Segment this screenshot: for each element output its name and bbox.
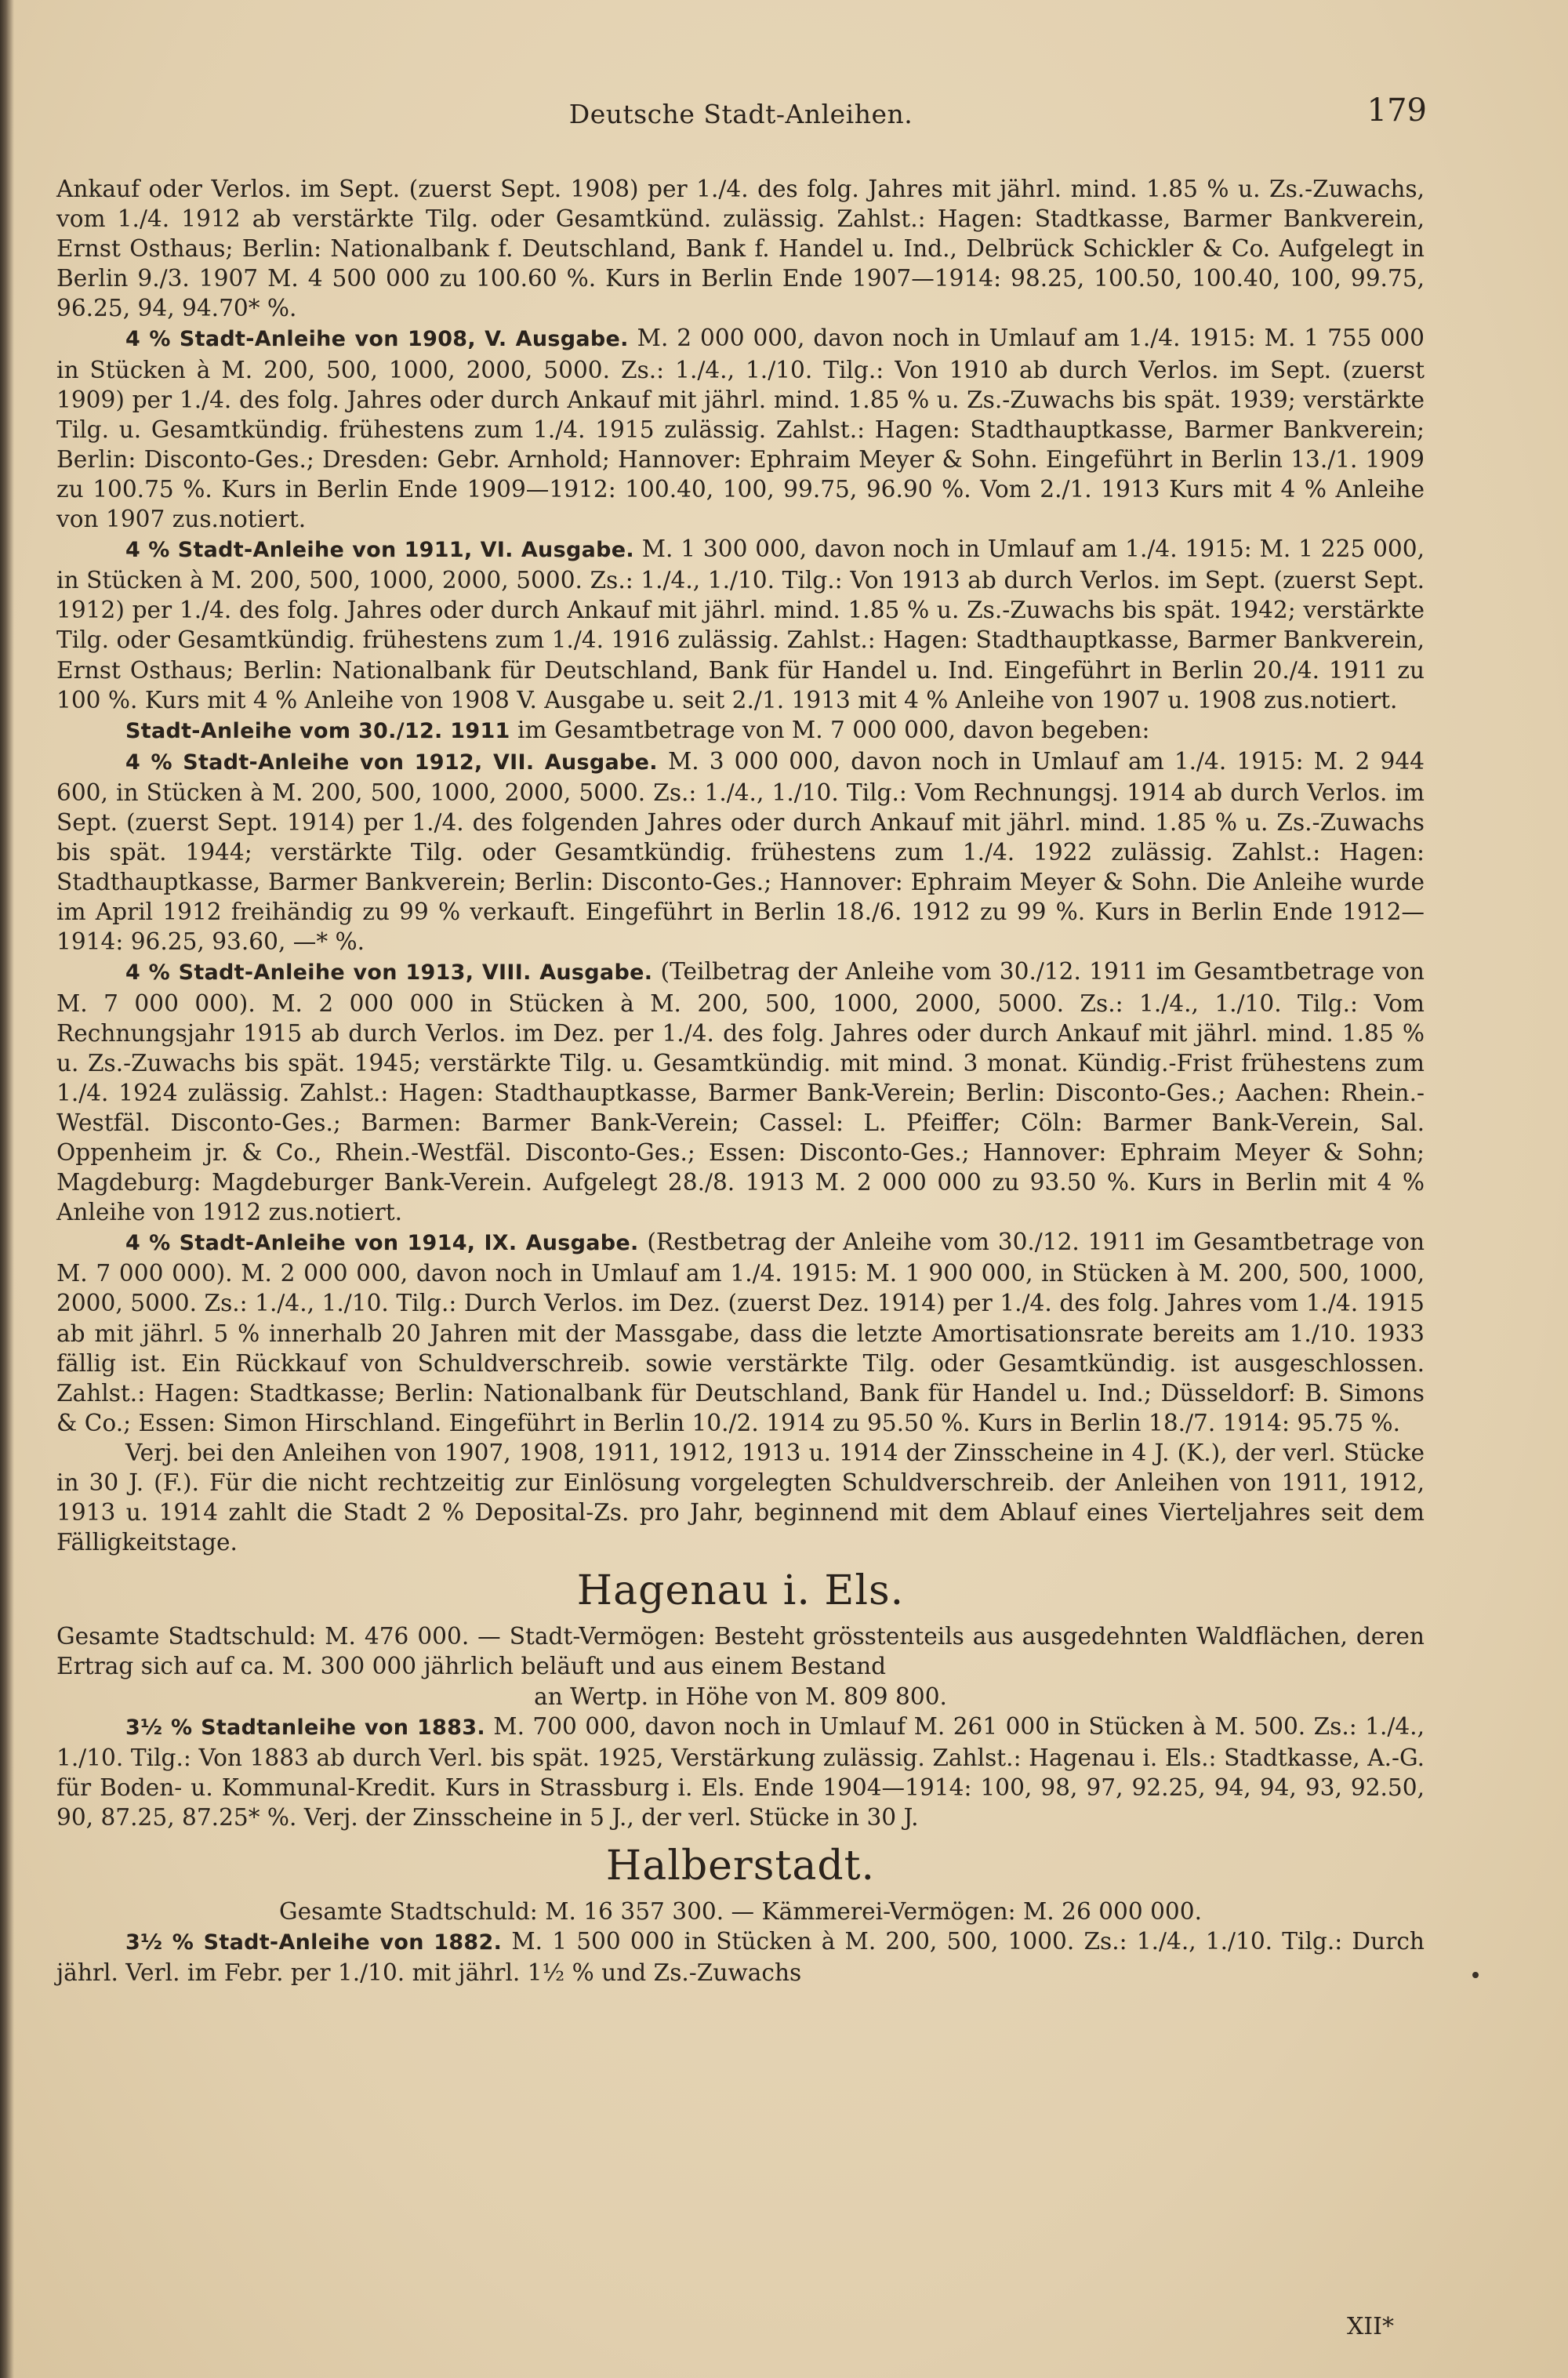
loan-entry-1912 (56, 746, 1425, 957)
ink-speck (1472, 1972, 1479, 1978)
loan-text: M. 1 300 000, davon noch in Umlauf am 1./4. 1915: M. 1 225 000, in Stücken à M. 200, 500, 1000, 2000, 5000. Zs.: 1./4., 1./10. Tilg.: Von 1913 ab durch Verlos. im Sept. (zuerst Sept. 1912) per 1./4. des folg. Jahres oder durch Ankauf mit jährl. mind. 1.85 % u. Zs.-Zuwachs bis spät. 1942; verstärkte Tilg. oder Gesamtkündig. frühestens zum 1./4. 1916 zulässig. Zahlst.: Hagen: Stadthauptkasse, Barmer Bankverein, Ernst Osthaus; Berlin: Nationalbank für Deutschland, Bank für Handel u. Ind. Eingeführt in Berlin 20./4. 1911 zu 100 %. Kurs mit 4 % Anleihe von 1908 V. Ausgabe u. seit 2./1. 1913 mit 4 % Anleihe von 1907 u. 1908 zus.notiert. (56, 536, 1425, 713)
city-heading-halberstadt: Halberstadt. (605, 1842, 876, 1890)
paragraph-text: Ankauf oder Verlos. im Sept. (zuerst Sept. 1908) per 1./4. des folg. Jahres mit jährl. mind. 1.85 % u. Zs.-Zuwachs, vom 1./4. 1912 ab verstärkte Tilg. oder Gesamtkünd. zulässig. Zahlst.: Hagen: Stadtkasse, Barmer Bankverein, Ernst Osthaus; Berlin: Nationalbank f. Deutschland, Bank f. Handel u. Ind., Delbrück Schickler & Co. Aufgelegt in Berlin 9./3. 1907 M. 4 500 000 zu 100.60 %. Kurs in Berlin Ende 1907—1914: 98.25, 100.50, 100.40, 100, 99.75, 96.25, 94, 94.70* %. (56, 176, 1425, 322)
hagenau-intro (56, 1621, 1425, 1681)
verjaehrung-paragraph (56, 1438, 1425, 1557)
loan-entry-halberstadt-1882 (56, 1926, 1425, 1988)
body-text (56, 174, 1425, 1988)
signature-mark: XII* (1346, 2313, 1394, 2340)
paragraph-text: Verj. bei den Anleihen von 1907, 1908, 1911, 1912, 1913 u. 1914 der Zinsscheine in 4 J. (K.), der verl. Stücke in 30 J. (F.). Für die nicht rechtzeitig zur Einlösung vorgelegten Schuldverschreib. der Anleihen von 1911, 1912, 1913 u. 1914 zahlt die Stadt 2 % Deposital-Zs. pro Jahr, beginnend mit dem Ablauf eines Vierteljahres seit dem Fälligkeitstage. (56, 1439, 1425, 1556)
loan-title: 3½ % Stadt-Anleihe von 1882. (125, 1930, 503, 1955)
loan-title: Stadt-Anleihe vom 30./12. 1911 (125, 718, 510, 743)
running-header (55, 93, 1427, 140)
loan-entry-1913 (56, 957, 1425, 1227)
loan-entry-1914 (56, 1227, 1425, 1438)
loan-text: M. 700 000, davon noch in Umlauf M. 261 000 in Stücken à M. 500. Zs.: 1./4., 1./10. Tilg.: Von 1883 ab durch Verl. bis spät. 1925, Verstärkung zulässig. Zahlst.: Hagenau i. Els.: Stadtkasse, A.-G. für Boden- u. Kommunal-Kredit. Kurs in Strassburg i. Els. Ende 1904—1914: 100, 98, 97, 92.25, 94, 94, 93, 92.50, 90, 87.25, 87.25* %. Verj. der Zinsscheine in 5 J., der verl. Stücke in 30 J. (56, 1712, 1425, 1831)
page-number: 179 (1367, 93, 1427, 129)
loan-entry-hagenau-1883 (56, 1712, 1425, 1832)
loan-text: M. 1 500 000 in Stücken à M. 200, 500, 1000. Zs.: 1./4., 1./10. Tilg.: Durch jährl. Verl. im Febr. per 1./10. mit jährl. 1½ % und Zs.-Zuwachs (56, 1928, 1425, 1987)
loan-text: im Gesamtbetrage von M. 7 000 000, davon begeben: (510, 716, 1150, 743)
running-title: Deutsche Stadt-Anleihen. (568, 99, 913, 129)
paragraph-text: Gesamte Stadtschuld: M. 476 000. — Stadt-Vermögen: Besteht grösstenteils aus ausgedehnten Waldflächen, deren Ertrag sich auf ca. M. 300 000 jährlich beläuft und aus einem Bestand (56, 1623, 1425, 1680)
loan-title: 4 % Stadt-Anleihe von 1912, VII. Ausgabe. (125, 750, 658, 775)
loan-text: (Restbetrag der Anleihe vom 30./12. 1911 im Gesamtbetrage von M. 7 000 000). M. 2 000 000, davon noch in Umlauf am 1./4. 1915: M. 1 900 000, in Stücken à M. 200, 500, 1000, 2000, 5000. Zs.: 1./4., 1./10. Tilg.: Durch Verlos. im Dez. (zuerst Dez. 1914) per 1./4. des folg. Jahres vom 1./4. 1915 ab mit jährl. 5 % innerhalb 20 Jahren mit der Massgabe, dass die letzte Amortisationsrate bereits am 1./10. 1933 fällig ist. Ein Rückkauf von Schuldverschreib. sowie verstärkte Tilg. oder Gesamtkündig. ist ausgeschlossen. Zahlst.: Hagen: Stadtkasse; Berlin: Nationalbank für Deutschland, Bank für Handel u. Ind.; Düsseldorf: B. Simons & Co.; Essen: Simon Hirschland. Eingeführt in Berlin 10./2. 1914 zu 95.50 %. Kurs in Berlin 18./7. 1914: 95.75 %. (56, 1229, 1425, 1436)
city-heading-hagenau: Hagenau i. Els. (576, 1567, 905, 1615)
loan-entry-1911 (56, 534, 1425, 715)
loan-text: M. 2 000 000, davon noch in Umlauf am 1./4. 1915: M. 1 755 000 in Stücken à M. 200, 500, 1000, 2000, 5000. Zs.: 1./4., 1./10. Tilg.: Von 1910 ab durch Verlos. im Sept. (zuerst 1909) per 1./4. des folg. Jahres oder durch Ankauf mit jährl. mind. 1.85 % u. Zs.-Zuwachs bis spät. 1939; verstärkte Tilg. u. Gesamtkündig. frühestens zum 1./4. 1915 zulässig. Zahlst.: Hagen: Stadthauptkasse, Barmer Bankverein; Berlin: Disconto-Ges.; Dresden: Gebr. Arnhold; Hannover: Ephraim Meyer & Sohn. Eingeführt in Berlin 13./1. 1909 zu 100.75 %. Kurs in Berlin Ende 1909—1912: 100.40, 100, 99.75, 96.90 %. Vom 2./1. 1913 Kurs mit 4 % Anleihe von 1907 zus.notiert. (56, 325, 1425, 533)
loan-title: 4 % Stadt-Anleihe von 1914, IX. Ausgabe. (125, 1231, 639, 1256)
loan-entry-1911-total (56, 715, 1425, 746)
halberstadt-intro: Gesamte Stadtschuld: M. 16 357 300. — Kämmerei-Vermögen: M. 26 000 000. (279, 1897, 1202, 1925)
loan-text: M. 3 000 000, davon noch in Umlauf am 1./4. 1915: M. 2 944 600, in Stücken à M. 200, 500, 1000, 2000, 5000. Zs.: 1./4., 1./10. Tilg.: Vom Rechnungsj. 1914 ab durch Verlos. im Sept. (zuerst Sept. 1914) per 1./4. des folgenden Jahres oder durch Ankauf mit jährl. mind. 1.85 % u. Zs.-Zuwachs bis spät. 1944; verstärkte Tilg. oder Gesamtkündig. frühestens zum 1./4. 1922 zulässig. Zahlst.: Hagen: Stadthauptkasse, Barmer Bankverein; Berlin: Disconto-Ges.; Hannover: Ephraim Meyer & Sohn. Die Anleihe wurde im April 1912 freihändig zu 99 % verkauft. Eingeführt in Berlin 18./6. 1912 zu 99 %. Kurs in Berlin Ende 1912—1914: 96.25, 93.60, —* %. (56, 747, 1425, 956)
book-spine-shadow (0, 0, 14, 2378)
hagenau-intro-last-line: an Wertp. in Höhe von M. 809 800. (534, 1683, 947, 1710)
paragraph-continuation (56, 174, 1425, 323)
loan-text: (Teilbetrag der Anleihe vom 30./12. 1911 im Gesamtbetrage von M. 7 000 000). M. 2 000 000 in Stücken à M. 200, 500, 1000, 2000, 5000. Zs.: 1./4., 1./10. Tilg.: Vom Rechnungsjahr 1915 ab durch Verlos. im Dez. per 1./4. des folg. Jahres oder durch Ankauf mit jährl. mind. 1.85 % u. Zs.-Zuwachs bis spät. 1945; verstärkte Tilg. u. Gesamtkündig. mit mind. 3 monat. Kündig.-Frist frühestens zum 1./4. 1924 zulässig. Zahlst.: Hagen: Stadthauptkasse, Barmer Bank-Verein; Berlin: Disconto-Ges.; Aachen: Rhein.-Westfäl. Disconto-Ges.; Barmen: Barmer Bank-Verein; Cassel: L. Pfeiffer; Cöln: Barmer Bank-Verein, Sal. Oppenheim jr. & Co., Rhein.-Westfäl. Disconto-Ges.; Essen: Disconto-Ges.; Hannover: Ephraim Meyer & Sohn; Magdeburg: Magdeburger Bank-Verein. Aufgelegt 28./8. 1913 M. 2 000 000 zu 93.50 %. Kurs in Berlin mit 4 % Anleihe von 1912 zus.notiert. (56, 958, 1425, 1226)
loan-title: 4 % Stadt-Anleihe von 1908, V. Ausgabe. (125, 327, 629, 352)
loan-title: 4 % Stadt-Anleihe von 1911, VI. Ausgabe. (125, 538, 634, 563)
loan-entry-1908 (56, 323, 1425, 534)
loan-title: 4 % Stadt-Anleihe von 1913, VIII. Ausgabe. (125, 960, 653, 986)
loan-title: 3½ % Stadtanleihe von 1883. (125, 1715, 485, 1740)
